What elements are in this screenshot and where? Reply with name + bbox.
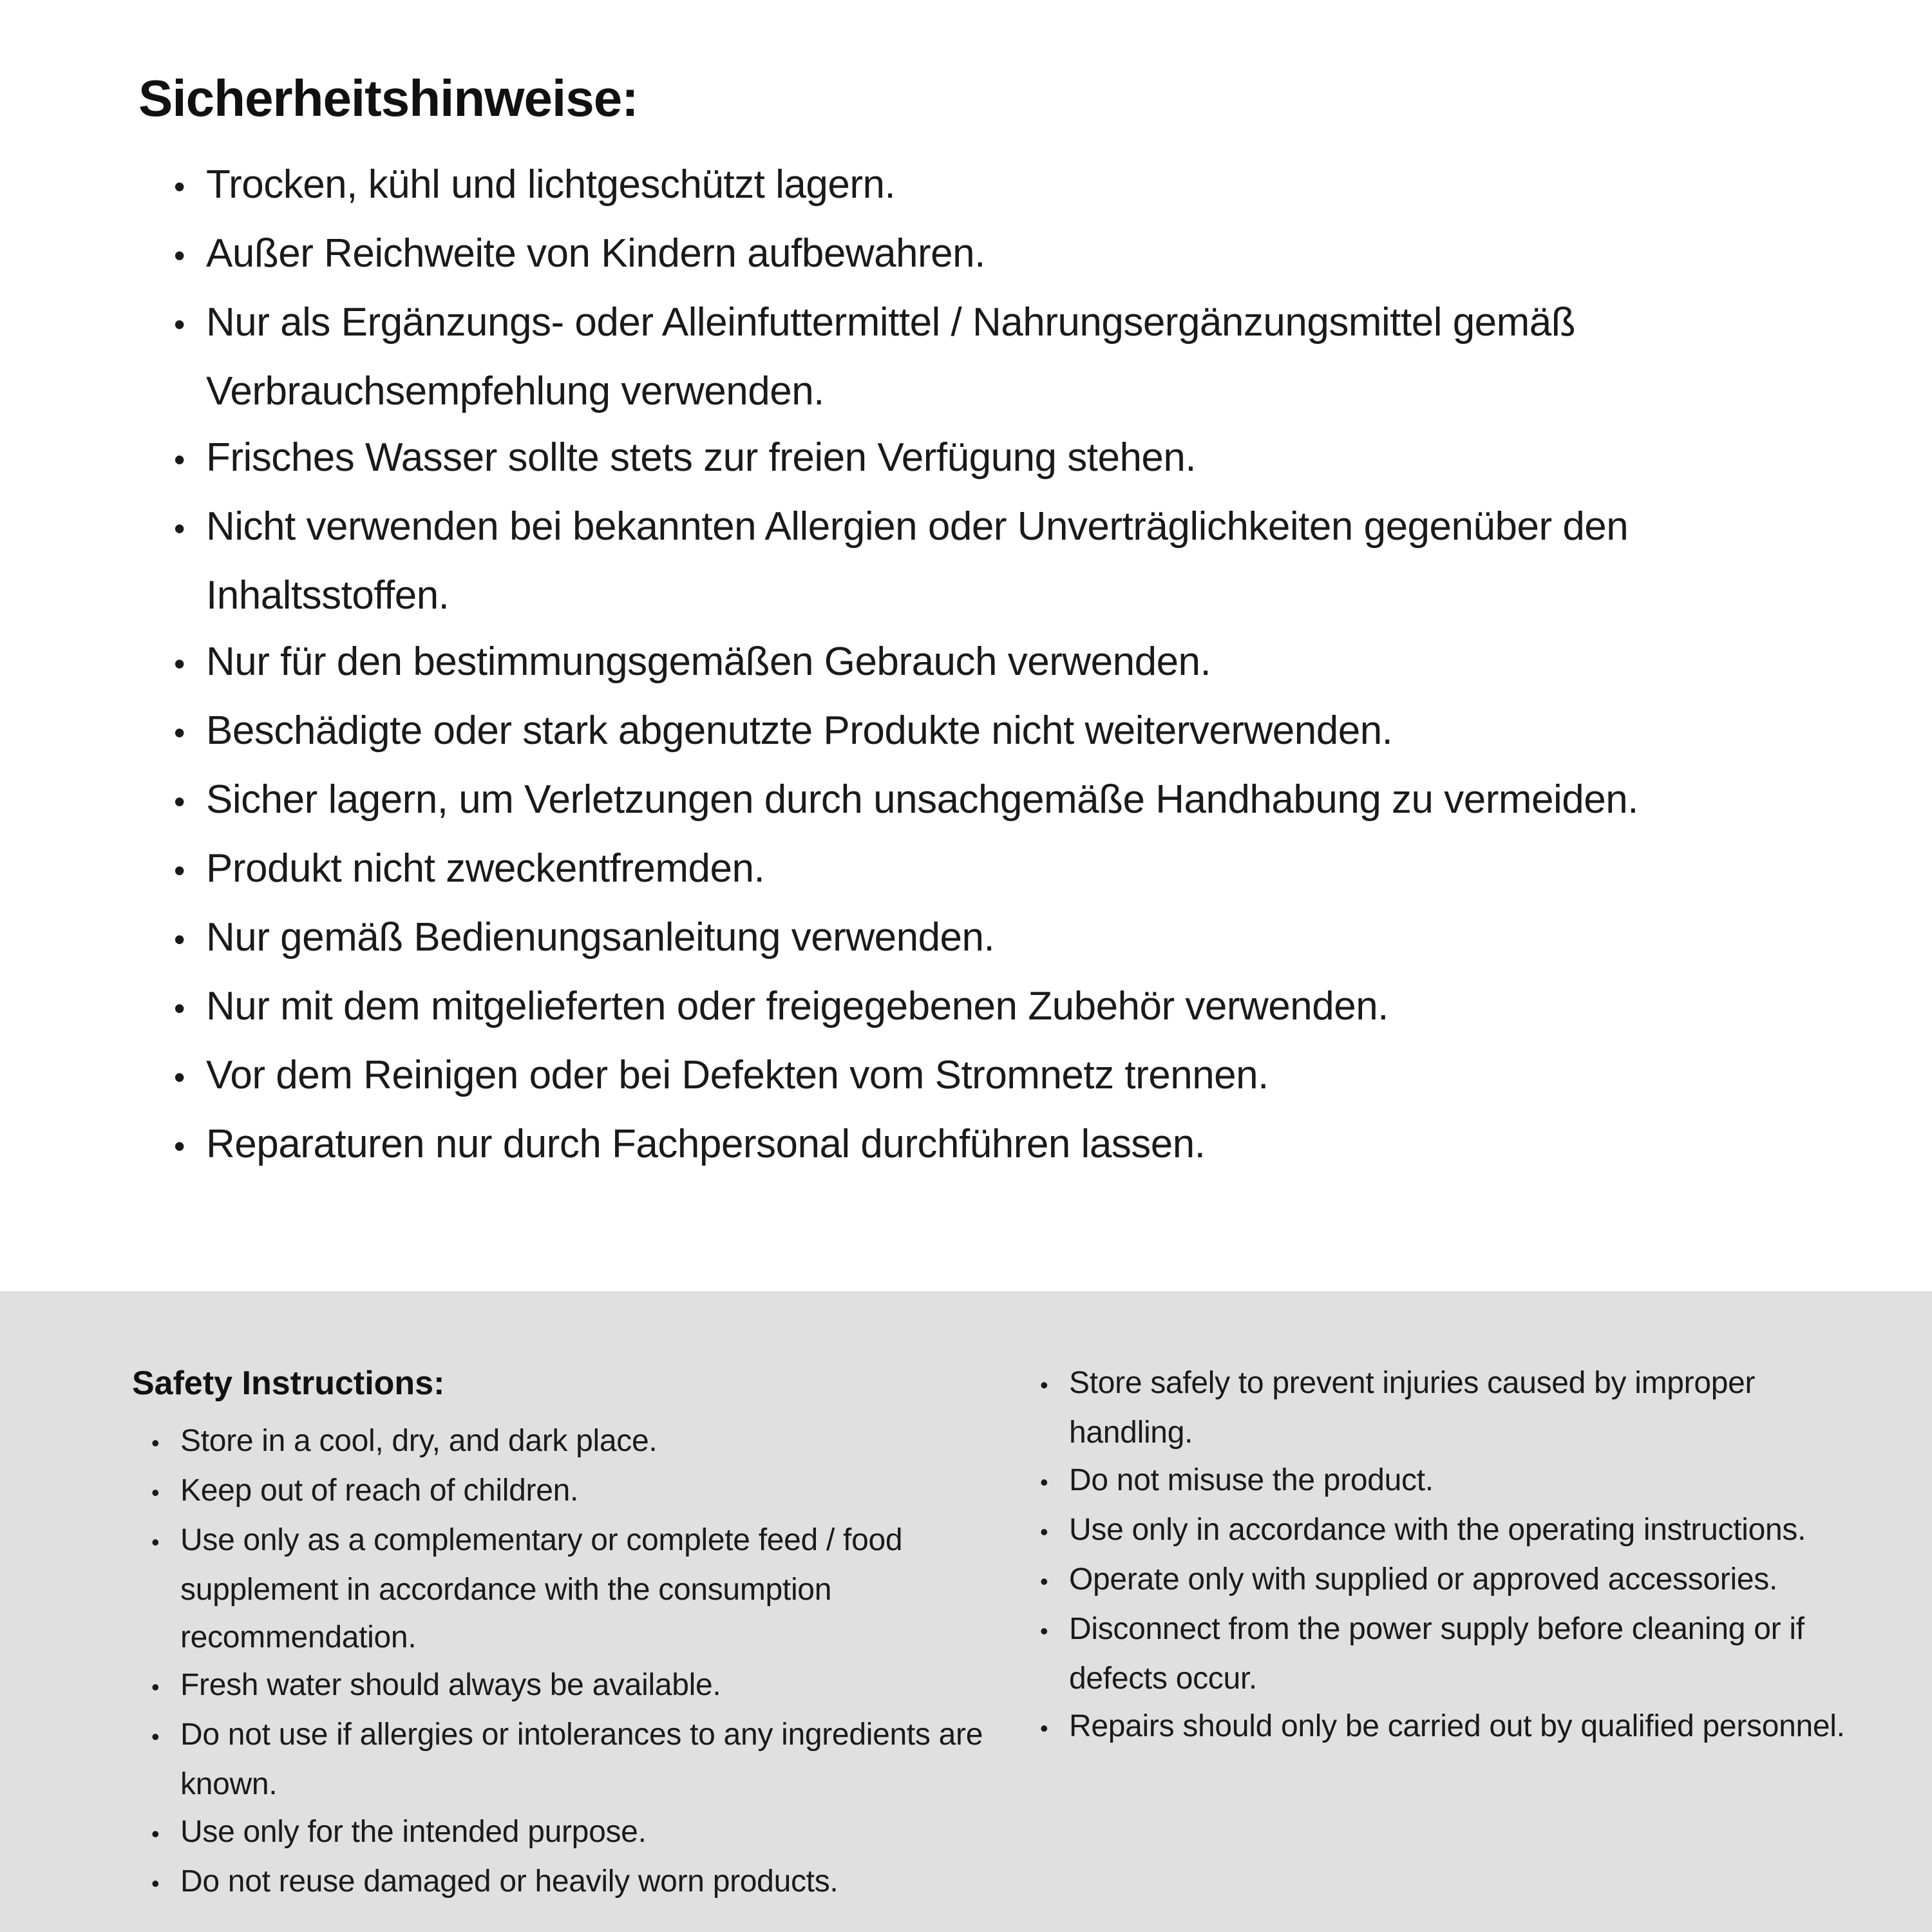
list-item: • Sicher lagern, um Verletzungen durch unsachgemäße Handhabung zu vermeiden. (174, 766, 1868, 835)
list-item: • Trocken, kühl und lichtgeschützt lagern. (174, 151, 1868, 220)
list-item: • Do not reuse damaged or heavily worn products. (151, 1858, 1014, 1908)
list-item: • Nur als Ergänzungs- oder Alleinfuttermittel / Nahrungsergänzungsmittel gemäß Verbrauchsempfehlung verwenden. (174, 289, 1868, 424)
list-item: • Store safely to prevent injuries caused by improper handling. (1040, 1359, 1861, 1457)
list-item: • Use only for the intended purpose. (151, 1808, 1014, 1858)
english-right-bullet-list (1040, 1359, 1861, 1752)
list-item: • Produkt nicht zweckentfremden. (174, 835, 1868, 904)
list-item: • Frisches Wasser sollte stets zur freien Verfügung stehen. (174, 424, 1868, 493)
list-item: • Store in a cool, dry, and dark place. (151, 1417, 1014, 1467)
list-item: • Operate only with supplied or approved accessories. (1040, 1556, 1861, 1605)
list-item: • Nicht verwenden bei bekannten Allergien oder Unverträglichkeiten gegenüber den Inhaltsstoffen. (174, 493, 1868, 629)
list-item: • Nur mit dem mitgelieferten oder freigegebenen Zubehör verwenden. (174, 973, 1868, 1042)
list-item: • Fresh water should always be available. (151, 1662, 1014, 1711)
list-item: • Reparaturen nur durch Fachpersonal durchführen lassen. (174, 1111, 1868, 1180)
list-item: • Do not misuse the product. (1040, 1457, 1861, 1506)
list-item: • Repairs should only be carried out by qualified personnel. (1040, 1703, 1861, 1752)
english-left-column (132, 1359, 1014, 1908)
list-item: • Do not use if allergies or intolerances to any ingredients are known. (151, 1711, 1014, 1808)
list-item: • Use only in accordance with the operating instructions. (1040, 1506, 1861, 1556)
english-right-column (1040, 1359, 1861, 1752)
english-section-title: Safety Instructions: (132, 1365, 445, 1402)
english-left-bullet-list (132, 1417, 1014, 1908)
list-item: • Nur für den bestimmungsgemäßen Gebrauch verwenden. (174, 629, 1868, 697)
english-section (0, 1291, 1932, 1932)
german-bullet-list (138, 151, 1868, 1180)
list-item: • Keep out of reach of children. (151, 1467, 1014, 1517)
list-item: • Disconnect from the power supply before cleaning or if defects occur. (1040, 1605, 1861, 1703)
list-item: • Use only as a complementary or complete feed / food supplement in accordance with the consumption recommendation. (151, 1517, 1014, 1662)
list-item: • Nur gemäß Bedienungsanleitung verwenden. (174, 904, 1868, 973)
list-item: • Vor dem Reinigen oder bei Defekten vom Stromnetz trennen. (174, 1042, 1868, 1111)
list-item: • Außer Reichweite von Kindern aufbewahren. (174, 220, 1868, 289)
list-item: • Beschädigte oder stark abgenutzte Produkte nicht weiterverwenden. (174, 697, 1868, 766)
german-section-title: Sicherheitshinweise: (138, 70, 638, 127)
